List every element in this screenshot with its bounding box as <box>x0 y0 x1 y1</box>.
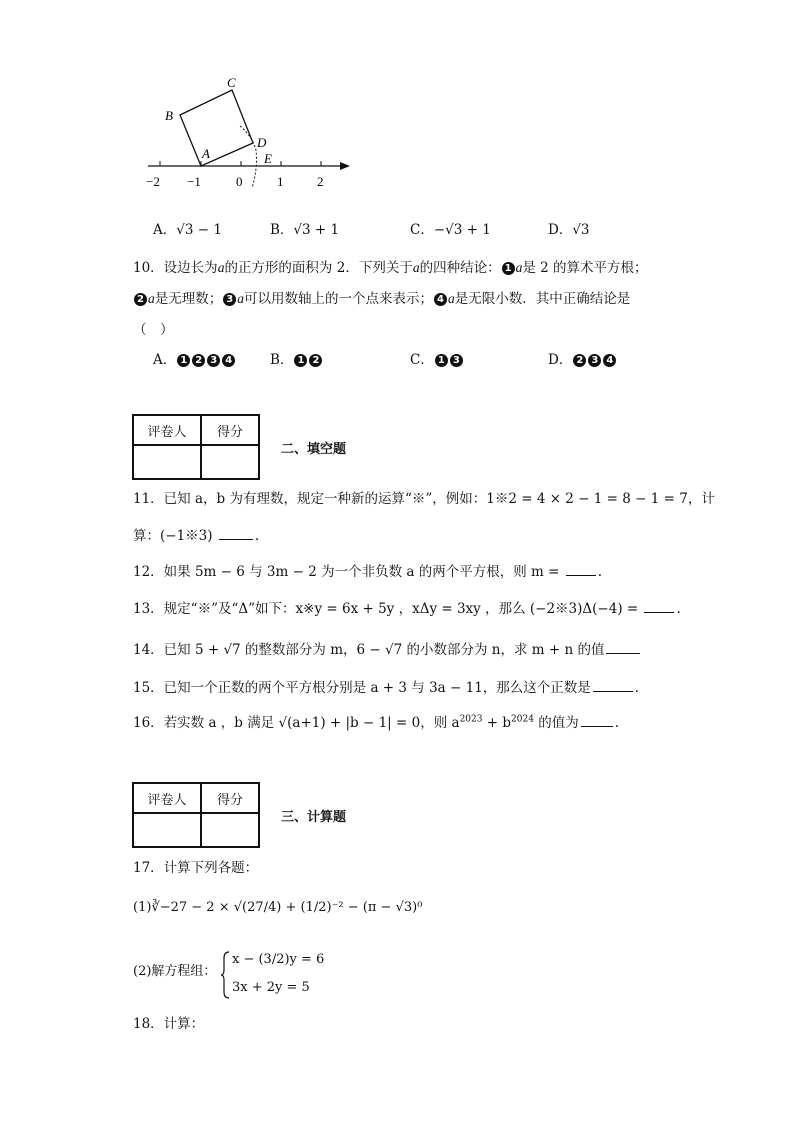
label-a: A <box>202 146 210 161</box>
tick-label-0: 0 <box>236 174 243 189</box>
score-label: 得分 <box>201 415 259 445</box>
tick-label-neg2: −2 <box>146 174 160 189</box>
q10-option-d[interactable]: D． 2 3 4 <box>548 348 617 368</box>
q15: 15．已知一个正数的两个平方根分别是 a + 3 与 3a − 11，那么这个正数是 . <box>133 680 640 696</box>
section2-title: 二、填空题 <box>281 442 347 457</box>
tick-label-1: 1 <box>277 174 284 189</box>
q10-option-c[interactable]: C． 1 3 <box>410 348 464 368</box>
grader-label: 评卷人 <box>133 415 201 445</box>
q13-answer-blank[interactable] <box>644 611 674 613</box>
q10-option-b[interactable]: B． 1 2 <box>270 348 323 368</box>
q9-option-a[interactable]: A．√3 − 1 <box>153 222 222 238</box>
axis-arrow-icon <box>340 162 350 170</box>
label-d: D <box>257 135 267 150</box>
score-table-section3 <box>132 782 260 848</box>
q10-line1: 10．设边长为a的正方形的面积为 2．下列关于a的四种结论： 1 a是 2 的算术平方根； <box>133 260 648 276</box>
q16: 16．若实数 a ，b 满足 √(a+1) + |b − 1| = 0，则 $a^{2023} + b^{2024}$ 的值为 . <box>133 714 620 731</box>
q9-option-b[interactable]: B．√3 + 1 <box>270 222 340 238</box>
tick-label-neg1: −1 <box>187 174 201 189</box>
label-c: C <box>227 75 236 90</box>
circled-1-icon: 1 <box>502 262 515 275</box>
q11-answer-blank[interactable] <box>219 538 253 540</box>
grader-label: 评卷人 <box>133 783 201 813</box>
circled-2-icon: 2 <box>134 293 147 306</box>
q14-answer-blank[interactable] <box>606 652 640 654</box>
score-label: 得分 <box>201 783 259 813</box>
score-cell[interactable] <box>201 445 259 479</box>
q10-option-a[interactable]: A． 1 2 3 4 <box>153 348 236 368</box>
q17-part2: (2)解方程组： <box>133 964 217 979</box>
number-line-figure <box>140 70 360 195</box>
equation-1: x − (3/2)y = 6 <box>232 952 325 967</box>
q17-part1: (1)∛−27 − 2 × √(27/4) + (1/2)⁻² − (π − √3)⁰ <box>133 900 423 915</box>
equation-2: 3x + 2y = 5 <box>232 980 310 995</box>
q12: 12．如果 5m − 6 与 3m − 2 为一个非负数 a 的两个平方根，则 m = . <box>133 564 603 580</box>
q11-line1: 11．已知 a，b 为有理数，规定一种新的运算“※”，例如：1※2 = 4 × 2 − 1 = 8 − 1 = 7，计 <box>133 491 715 507</box>
q14: 14．已知 5 + √7 的整数部分为 m，6 − √7 的小数部分为 n，求 m + n 的值 <box>133 638 642 658</box>
grader-cell[interactable] <box>133 445 201 479</box>
q16-answer-blank[interactable] <box>581 725 613 727</box>
circled-3-icon: 3 <box>223 293 236 306</box>
score-table-section2 <box>132 414 260 480</box>
q11-line2: 算：(−1※3) . <box>133 528 260 544</box>
q9-option-c[interactable]: C．−√3 + 1 <box>410 222 491 238</box>
square-abcd <box>180 90 253 166</box>
q12-answer-blank[interactable] <box>566 574 596 576</box>
q15-answer-blank[interactable] <box>593 690 633 692</box>
q10-line2: 2 a是无理数； 3 a可以用数轴上的一个点来表示； 4 a是无限小数．其中正确结论是 <box>133 287 630 307</box>
circled-4-icon: 4 <box>434 293 447 306</box>
score-cell[interactable] <box>201 813 259 847</box>
q18-title: 18．计算： <box>133 1016 205 1032</box>
grader-cell[interactable] <box>133 813 201 847</box>
brace-icon <box>220 950 230 1000</box>
q10-line3: （ ） <box>133 322 174 338</box>
q13: 13．规定“※”及“Δ”如下：x※y = 6x + 5y ，xΔy = 3xy ，那么 (−2※3)Δ(−4) = . <box>133 601 681 617</box>
tick-label-2: 2 <box>317 174 324 189</box>
q17-part1-expression: ∛−27 − 2 × √(27/4) + (1/2)⁻² − (π − √3)⁰ <box>151 900 423 915</box>
label-b: B <box>165 108 173 123</box>
label-e: E <box>264 151 272 166</box>
q17-title: 17．计算下列各题： <box>133 860 259 876</box>
q9-option-d[interactable]: D．√3 <box>548 222 590 238</box>
section3-title: 三、计算题 <box>281 810 347 825</box>
